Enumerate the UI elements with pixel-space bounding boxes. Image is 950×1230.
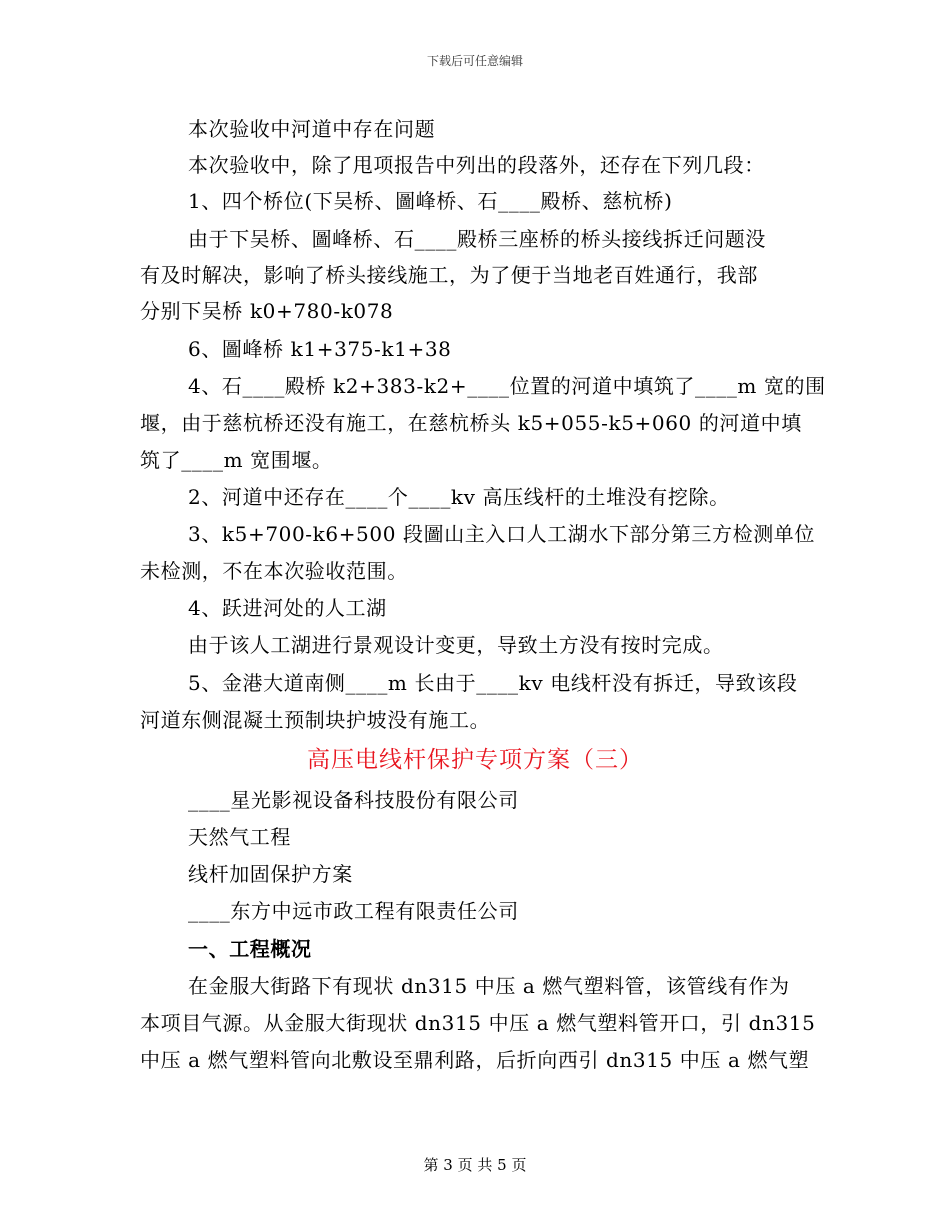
page-header: 下载后可任意编辑 (426, 54, 523, 68)
company-line: ____东方中远市政工程有限责任公司 (188, 899, 519, 923)
project-name: 天然气工程 (188, 825, 291, 849)
list-item: 2、河道中还存在____个____kv 高压线杆的土堆没有挖除。 (188, 485, 730, 509)
paragraph-line: 本次验收中，除了甩项报告中列出的段落外，还存在下列几段： (188, 153, 765, 177)
list-item: 1、四个桥位(下吴桥、圖峰桥、石____殿桥、慈杭桥) (188, 189, 673, 213)
company-line: ____星光影视设备科技股份有限公司 (188, 788, 519, 812)
section-heading: 一、工程概况 (188, 937, 312, 961)
paragraph-line: 由于下吴桥、圖峰桥、石____殿桥三座桥的桥头接线拆迁问题没 (188, 227, 766, 251)
list-item: 6、圖峰桥 k1+375-k1+38 (188, 337, 452, 361)
list-item: 4、跃进河处的人工湖 (188, 596, 387, 620)
paragraph-line: 河道东侧混凝土预制块护坡没有施工。 (140, 708, 491, 732)
section-title: 高压电线杆保护专项方案（三） (307, 747, 643, 773)
paragraph-line: 本项目气源。从金服大街现状 dn315 中压 a 燃气塑料管开口，引 dn315 (140, 1011, 816, 1035)
list-item: 5、金港大道南侧____m 长由于____kv 电线杆没有拆迁，导致该段 (188, 671, 798, 695)
paragraph-line: 中压 a 燃气塑料管向北敷设至鼎利路，后折向西引 dn315 中压 a 燃气塑 (140, 1048, 810, 1072)
paragraph-line: 筑了____m 宽围堰。 (140, 448, 333, 472)
paragraph-line: 堰，由于慈杭桥还没有施工，在慈杭桥头 k5+055-k5+060 的河道中填 (140, 411, 802, 435)
paragraph-line: 未检测，不在本次验收范围。 (140, 559, 408, 583)
paragraph-line: 有及时解决，影响了桥头接线施工，为了便于当地老百姓通行，我部 (140, 263, 758, 287)
list-item: 4、石____殿桥 k2+383-k2+____位置的河道中填筑了____m 宽的围 (188, 374, 826, 398)
paragraph-line: 本次验收中河道中存在问题 (188, 117, 436, 141)
plan-name: 线杆加固保护方案 (188, 862, 353, 886)
list-item: 3、k5+700-k6+500 段圖山主入口人工湖水下部分第三方检测单位 (188, 522, 815, 546)
paragraph-line: 分别下吴桥 k0+780-k078 (140, 299, 394, 323)
paragraph-line: 由于该人工湖进行景观设计变更，导致土方没有按时完成。 (188, 633, 724, 657)
paragraph-line: 在金服大街路下有现状 dn315 中压 a 燃气塑料管，该管线有作为 (188, 974, 790, 998)
page-footer: 第 3 页 共 5 页 (423, 1156, 527, 1174)
